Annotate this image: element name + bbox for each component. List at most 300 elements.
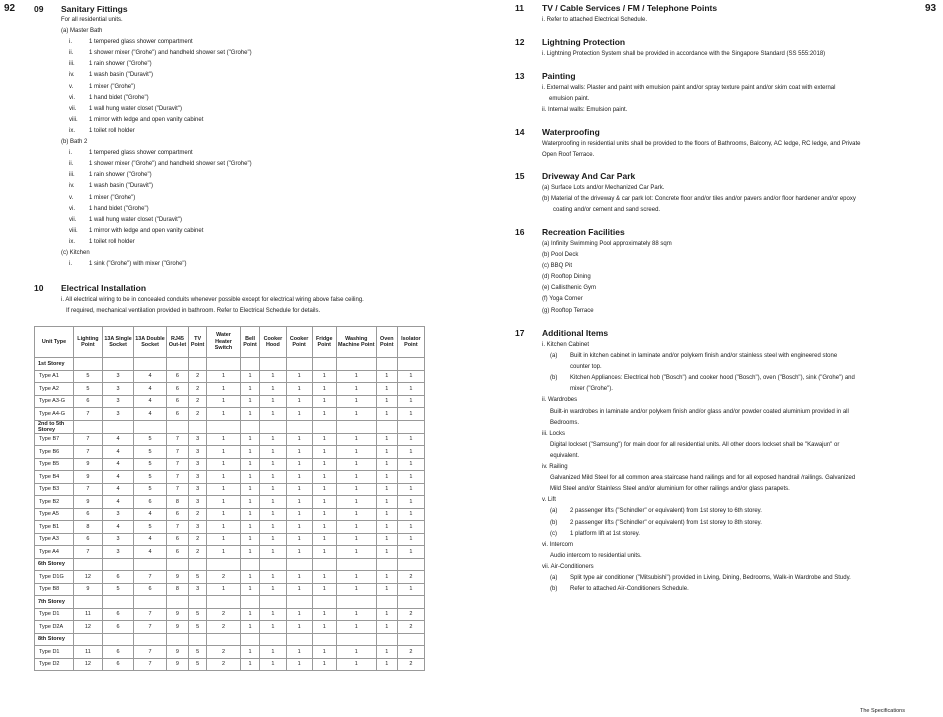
additional-item-line [542, 518, 855, 529]
table-row [35, 646, 425, 659]
table-cell: 7 [166, 446, 188, 459]
table-cell: 1 [260, 508, 286, 521]
table-cell-empty [189, 558, 207, 571]
table-cell: 1 [312, 508, 336, 521]
table-cell: 1 [260, 646, 286, 659]
table-cell-empty [102, 358, 133, 371]
table-cell: 1 [260, 658, 286, 671]
table-cell: 6 [166, 383, 188, 396]
table-cell: 1 [312, 658, 336, 671]
table-cell: 3 [189, 483, 207, 496]
additional-item-sublabel: (b) [550, 375, 558, 382]
table-cell: 1 [397, 458, 424, 471]
additional-item-text: mixer ("Grohe"). [570, 386, 613, 393]
table-cell: 1 [376, 458, 397, 471]
additional-item-heading: vii. Air-Conditioners [542, 563, 594, 570]
section-line: (b) Material of the driveway & car park lot: Concrete floor and/or tiles and/or pavers and/or floor hardener and/or epoxy [542, 196, 856, 203]
sanitary-item-text: 1 mirror with ledge and open vanity cabinet [89, 227, 204, 234]
table-cell: 1 [376, 496, 397, 509]
section-line: emulsion paint. [549, 96, 590, 103]
table-cell: 1 [376, 658, 397, 671]
table-cell: 1 [336, 621, 376, 634]
additional-item-line [542, 506, 855, 517]
table-cell: 3 [102, 508, 133, 521]
table-cell: 9 [74, 583, 103, 596]
table-unit-type: Type B2 [35, 496, 74, 509]
table-row [35, 471, 425, 484]
table-cell-empty [74, 558, 103, 571]
table-cell-empty [207, 358, 241, 371]
sanitary-item [61, 93, 252, 104]
table-cell-empty [240, 633, 259, 646]
table-cell: 1 [207, 370, 241, 383]
additional-item-heading: vi. Intercom [542, 541, 574, 548]
sanitary-item-number: viii. [69, 227, 78, 234]
section-12-body [542, 49, 825, 60]
table-cell: 1 [312, 471, 336, 484]
table-cell: 9 [166, 608, 188, 621]
section-09-number: 09 [34, 4, 44, 14]
table-row [35, 583, 425, 596]
table-cell: 1 [397, 483, 424, 496]
table-cell: 1 [397, 408, 424, 421]
table-unit-type: Type A2 [35, 383, 74, 396]
table-cell: 1 [286, 471, 312, 484]
table-cell: 1 [336, 408, 376, 421]
table-cell: 4 [134, 395, 167, 408]
table-cell: 1 [207, 458, 241, 471]
sanitary-item-text: 1 toilet roll holder [89, 127, 135, 134]
table-cell: 1 [260, 483, 286, 496]
table-cell-empty [286, 633, 312, 646]
table-cell: 1 [207, 583, 241, 596]
additional-item-line [542, 440, 855, 451]
table-cell: 5 [189, 621, 207, 634]
table-cell: 1 [240, 646, 259, 659]
table-cell: 4 [134, 546, 167, 559]
additional-item-line [542, 429, 855, 440]
table-cell: 3 [102, 370, 133, 383]
table-cell: 5 [134, 458, 167, 471]
table-cell-empty [397, 633, 424, 646]
table-cell: 6 [166, 408, 188, 421]
table-cell: 1 [260, 533, 286, 546]
table-cell: 1 [397, 383, 424, 396]
table-header-cell: RJ45 Out-let [166, 327, 188, 358]
table-cell: 1 [286, 433, 312, 446]
table-cell: 1 [397, 370, 424, 383]
table-header-cell: Unit Type [35, 327, 74, 358]
section-16-title: Recreation Facilities [542, 227, 625, 237]
sanitary-item [61, 259, 252, 270]
table-storey-label: 6th Storey [35, 558, 74, 571]
table-cell: 1 [286, 458, 312, 471]
table-cell: 3 [189, 446, 207, 459]
table-cell: 1 [286, 571, 312, 584]
sanitary-item-number: ix. [69, 127, 75, 134]
section-line: Waterproofing in residential units shall be provided to the floors of Bathrooms, Balcony, AC ledge, RC ledge, and Private [542, 141, 861, 147]
section-15-title: Driveway And Car Park [542, 171, 636, 181]
sanitary-item [61, 170, 252, 181]
additional-item-line [542, 373, 855, 384]
table-cell-empty [286, 420, 312, 433]
table-cell-empty [134, 358, 167, 371]
section-line: (g) Rooftop Terrace [542, 307, 594, 314]
sanitary-group-label: (a) Master Bath [61, 28, 103, 35]
table-cell: 1 [260, 395, 286, 408]
table-cell: 1 [240, 571, 259, 584]
sanitary-item [61, 126, 252, 137]
table-cell: 1 [376, 521, 397, 534]
table-cell: 1 [260, 571, 286, 584]
sanitary-item [61, 115, 252, 126]
table-cell-empty [102, 633, 133, 646]
table-cell: 1 [397, 521, 424, 534]
table-row [35, 433, 425, 446]
table-cell-empty [207, 633, 241, 646]
table-cell: 1 [397, 433, 424, 446]
table-cell: 1 [376, 646, 397, 659]
table-header-cell: Water Heater Switch [207, 327, 241, 358]
table-cell: 1 [286, 583, 312, 596]
additional-item-line [542, 495, 855, 506]
table-cell-empty [166, 358, 188, 371]
table-cell: 11 [74, 646, 103, 659]
table-cell: 1 [240, 395, 259, 408]
section-13-body [542, 83, 835, 116]
table-cell: 1 [207, 483, 241, 496]
table-cell: 2 [189, 546, 207, 559]
table-cell-empty [134, 558, 167, 571]
table-cell-empty [240, 420, 259, 433]
additional-item-sublabel: (b) [550, 519, 558, 526]
table-cell: 1 [207, 496, 241, 509]
table-cell: 1 [207, 508, 241, 521]
table-cell: 1 [312, 646, 336, 659]
additional-item-line [542, 551, 855, 562]
table-row [35, 571, 425, 584]
table-cell: 1 [207, 533, 241, 546]
table-cell: 1 [312, 608, 336, 621]
electrical-note-2: If required, mechanical ventilation provided in bathroom. Refer to Electrical Schedule for details. [66, 308, 321, 315]
table-cell: 1 [312, 483, 336, 496]
section-line: (d) Rooftop Dining [542, 274, 591, 281]
table-cell: 12 [74, 621, 103, 634]
table-cell: 1 [260, 608, 286, 621]
table-cell: 4 [102, 458, 133, 471]
sanitary-group-label: (c) Kitchen [61, 249, 90, 256]
table-cell: 1 [376, 571, 397, 584]
table-cell: 5 [134, 433, 167, 446]
table-cell: 5 [134, 471, 167, 484]
table-cell: 1 [286, 546, 312, 559]
table-cell: 1 [207, 471, 241, 484]
table-cell: 3 [189, 433, 207, 446]
table-cell-empty [286, 596, 312, 609]
table-cell: 7 [166, 471, 188, 484]
sanitary-item-text: 1 hand bidet ("Grohe") [89, 94, 149, 101]
table-cell: 1 [240, 408, 259, 421]
section-line: coating and/or cement and sand screed. [553, 207, 661, 214]
table-cell-empty [240, 558, 259, 571]
table-cell: 7 [166, 483, 188, 496]
table-cell-empty [207, 596, 241, 609]
table-cell: 1 [286, 383, 312, 396]
table-row [35, 621, 425, 634]
additional-item-heading: v. Lift [542, 497, 556, 504]
table-cell: 1 [376, 483, 397, 496]
table-cell: 1 [376, 383, 397, 396]
table-cell-empty [312, 596, 336, 609]
table-cell: 1 [312, 533, 336, 546]
additional-item-line [542, 418, 855, 429]
table-header-cell: 13A Double Socket [134, 327, 167, 358]
table-cell: 1 [240, 446, 259, 459]
table-cell: 9 [74, 458, 103, 471]
additional-item-line [542, 407, 855, 418]
table-cell: 3 [102, 408, 133, 421]
table-storey-label: 8th Storey [35, 633, 74, 646]
table-cell: 6 [166, 395, 188, 408]
table-cell-empty [166, 558, 188, 571]
table-cell-empty [189, 420, 207, 433]
table-cell: 1 [336, 533, 376, 546]
table-storey-label: 2nd to 5th Storey [35, 420, 74, 433]
sanitary-item-number: iv. [69, 72, 75, 79]
section-17-title: Additional Items [542, 328, 609, 338]
additional-item-heading: iv. Railing [542, 464, 568, 471]
table-cell: 1 [286, 608, 312, 621]
electrical-notes [61, 295, 364, 317]
table-cell: 7 [166, 521, 188, 534]
sanitary-item [61, 70, 252, 81]
table-cell: 1 [336, 383, 376, 396]
additional-item-text: Bedrooms. [550, 419, 580, 426]
table-header-cell: Fridge Point [312, 327, 336, 358]
additional-item-line [542, 462, 855, 473]
section-15-number: 15 [515, 171, 525, 181]
additional-item-text: Refer to attached Air-Conditioners Schedule. [570, 586, 689, 593]
table-row [35, 496, 425, 509]
section-line: (f) Yoga Corner [542, 296, 583, 303]
table-cell: 1 [240, 458, 259, 471]
table-cell: 1 [397, 496, 424, 509]
table-cell: 1 [312, 571, 336, 584]
table-cell: 1 [376, 508, 397, 521]
table-unit-type: Type D1 [35, 608, 74, 621]
table-cell: 1 [376, 408, 397, 421]
table-cell-empty [397, 358, 424, 371]
table-cell-empty [312, 558, 336, 571]
sanitary-item-text: 1 rain shower ("Grohe") [89, 172, 152, 179]
table-cell: 1 [260, 496, 286, 509]
table-cell: 7 [134, 658, 167, 671]
sanitary-item-text: 1 tempered glass shower compartment [89, 150, 193, 157]
section-14-title: Waterproofing [542, 127, 600, 137]
sanitary-item [61, 148, 252, 159]
sanitary-item [61, 193, 252, 204]
table-cell: 1 [376, 546, 397, 559]
table-unit-type: Type A5 [35, 508, 74, 521]
table-cell: 3 [102, 395, 133, 408]
sanitary-item-text: 1 wash basin ("Duravit") [89, 183, 153, 190]
additional-item-heading: ii. Wardrobes [542, 397, 578, 404]
section-13-title: Painting [542, 71, 576, 81]
additional-item-text: Galvanized Mild Steel for all common area staircase hand railings and for all exposed handrail /railings. Galvanized [550, 475, 856, 482]
additional-item-line [542, 584, 855, 595]
table-unit-type: Type B6 [35, 446, 74, 459]
additional-item-text: 2 passenger lifts ("Schindler" or equivalent) from 1st storey to 8th storey. [570, 519, 762, 526]
section-17-number: 17 [515, 328, 525, 338]
table-cell: 1 [240, 658, 259, 671]
table-cell: 9 [166, 658, 188, 671]
additional-item-text: Built-in wardrobes in laminate and/or polykem finish and/or glass and/or powder coated aluminium provided in all [550, 408, 849, 415]
table-cell: 1 [260, 583, 286, 596]
table-unit-type: Type B7 [35, 433, 74, 446]
section-line: (b) Pool Deck [542, 252, 579, 259]
table-cell-empty [376, 633, 397, 646]
table-cell: 5 [189, 646, 207, 659]
sanitary-item-number: v. [69, 83, 74, 90]
table-cell: 1 [260, 383, 286, 396]
section-09-title: Sanitary Fittings [61, 4, 128, 14]
table-row [35, 483, 425, 496]
table-row [35, 446, 425, 459]
table-cell: 6 [102, 621, 133, 634]
table-cell: 1 [286, 533, 312, 546]
table-cell: 1 [336, 483, 376, 496]
table-cell: 9 [166, 621, 188, 634]
table-cell: 3 [189, 458, 207, 471]
table-row [35, 408, 425, 421]
sanitary-item-text: 1 shower mixer ("Grohe") and handheld shower set ("Grohe") [89, 50, 252, 57]
table-cell: 2 [397, 571, 424, 584]
table-cell: 1 [336, 658, 376, 671]
sanitary-item [61, 204, 252, 215]
sanitary-item-number: iv. [69, 183, 75, 190]
section-11-body [542, 15, 647, 26]
additional-item-text: equivalent. [550, 452, 580, 459]
table-cell: 1 [260, 408, 286, 421]
table-cell: 4 [102, 483, 133, 496]
table-unit-type: Type D2A [35, 621, 74, 634]
table-cell: 1 [286, 408, 312, 421]
table-cell: 6 [102, 658, 133, 671]
section-14-number: 14 [515, 127, 525, 137]
sanitary-item [61, 215, 252, 226]
table-row [35, 658, 425, 671]
table-cell: 7 [134, 608, 167, 621]
additional-item-line [542, 484, 855, 495]
table-cell: 1 [376, 433, 397, 446]
table-cell: 1 [376, 533, 397, 546]
table-cell: 1 [336, 608, 376, 621]
table-cell: 6 [134, 583, 167, 596]
table-unit-type: Type D1 [35, 646, 74, 659]
section-line: ii. Internal walls: Emulsion paint. [542, 107, 628, 114]
table-cell: 5 [74, 370, 103, 383]
table-cell: 1 [397, 533, 424, 546]
table-cell: 1 [312, 433, 336, 446]
table-cell: 7 [134, 621, 167, 634]
table-cell: 1 [376, 583, 397, 596]
table-unit-type: Type A4 [35, 546, 74, 559]
table-cell-empty [134, 596, 167, 609]
table-cell: 1 [286, 508, 312, 521]
table-row [35, 420, 425, 433]
table-cell: 1 [312, 383, 336, 396]
sanitary-item-number: i. [69, 39, 72, 46]
page-number-right: 93 [925, 3, 937, 14]
sanitary-item-text: 1 mixer ("Grohe") [89, 194, 136, 201]
table-cell: 6 [166, 546, 188, 559]
table-header-cell: Oven Point [376, 327, 397, 358]
additional-item-line [542, 451, 855, 462]
sanitary-item [61, 181, 252, 192]
table-cell-empty [189, 633, 207, 646]
table-cell: 1 [207, 546, 241, 559]
table-cell: 1 [336, 433, 376, 446]
section-12-number: 12 [515, 37, 525, 47]
electrical-note-1: i. All electrical wiring to be in concealed conduits whenever possible except for electrical wiring above false ceiling. [61, 297, 364, 303]
table-cell: 1 [286, 621, 312, 634]
sanitary-item [61, 48, 252, 59]
table-cell-empty [376, 596, 397, 609]
table-cell-empty [207, 558, 241, 571]
sanitary-fittings-list [61, 15, 252, 270]
table-cell-empty [102, 420, 133, 433]
table-cell: 2 [397, 646, 424, 659]
table-row [35, 546, 425, 559]
table-row [35, 358, 425, 371]
table-cell: 2 [189, 408, 207, 421]
additional-item-heading: iii. Locks [542, 430, 566, 437]
sanitary-item [61, 37, 252, 48]
additional-item-sublabel: (a) [550, 508, 558, 515]
table-row [35, 633, 425, 646]
table-cell-empty [376, 358, 397, 371]
table-cell: 5 [102, 583, 133, 596]
table-cell: 1 [336, 446, 376, 459]
table-cell: 1 [260, 433, 286, 446]
table-cell: 7 [74, 483, 103, 496]
table-row [35, 521, 425, 534]
sanitary-item-number: ii. [69, 50, 74, 57]
table-cell-empty [74, 596, 103, 609]
table-cell: 1 [286, 658, 312, 671]
table-cell: 1 [240, 533, 259, 546]
section-line: (e) Callisthenic Gym [542, 285, 597, 292]
table-cell: 1 [207, 433, 241, 446]
table-cell: 1 [312, 583, 336, 596]
table-cell: 5 [74, 383, 103, 396]
table-cell: 11 [74, 608, 103, 621]
table-cell: 1 [286, 496, 312, 509]
table-cell-empty [260, 420, 286, 433]
sanitary-item [61, 226, 252, 237]
sanitary-item-text: 1 shower mixer ("Grohe") and handheld shower set ("Grohe") [89, 161, 252, 168]
table-cell: 2 [189, 370, 207, 383]
table-cell: 7 [74, 446, 103, 459]
table-cell: 2 [207, 646, 241, 659]
table-cell: 1 [312, 408, 336, 421]
table-cell: 2 [189, 383, 207, 396]
additional-item-text: 1 platform lift at 1st storey. [570, 530, 640, 537]
additional-item-text: Built in kitchen cabinet in laminate and/or polykem finish and/or stainless steel with engineered stone [570, 353, 838, 360]
sanitary-group-label: (b) Bath 2 [61, 139, 88, 146]
table-cell: 9 [166, 646, 188, 659]
additional-item-line [542, 473, 855, 484]
